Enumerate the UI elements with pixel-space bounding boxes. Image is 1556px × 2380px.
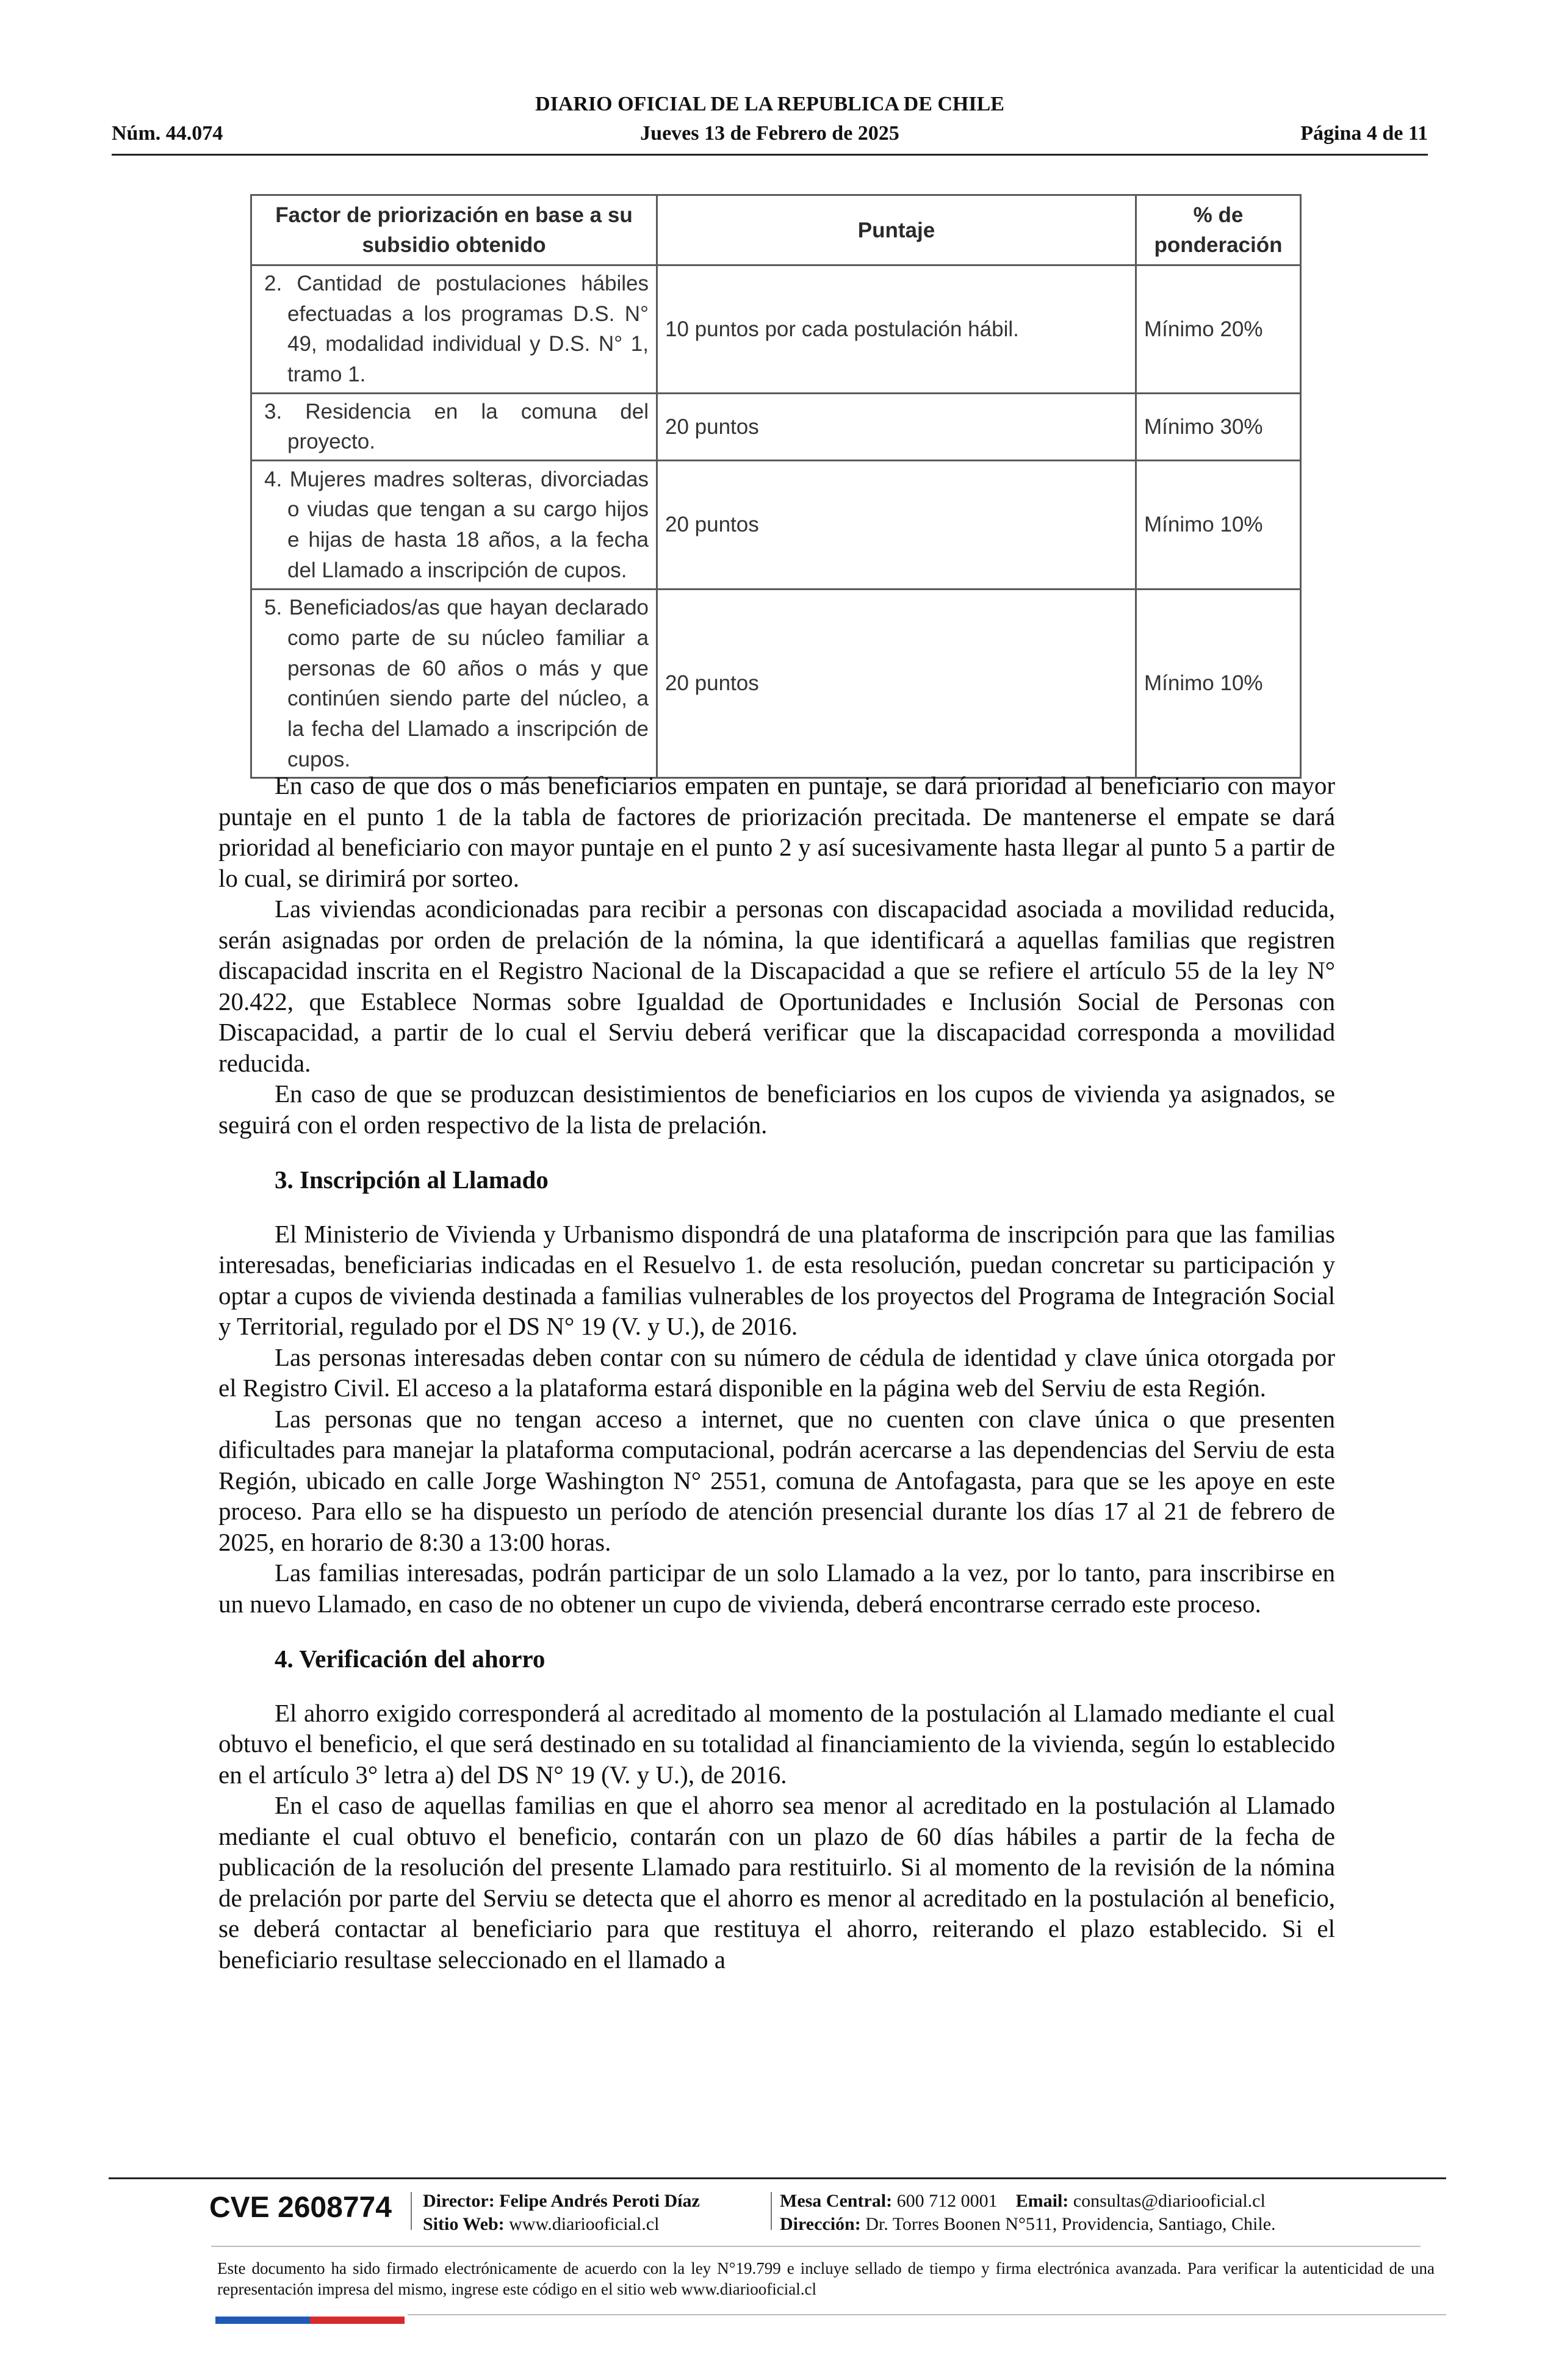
footer-thin-divider [211, 2246, 1421, 2247]
table-cell-factor: 4. Mujeres madres solteras, divorciadas o viudas que tengan a su cargo hijos e hijas de hasta 18 años, a la fecha del Llamado a inscripción de cupos. [251, 461, 657, 590]
footer-divider [109, 2177, 1446, 2179]
issue-date: Jueves 13 de Febrero de 2025 [640, 122, 899, 145]
footer-separator [411, 2192, 412, 2230]
footer-contact-block [780, 2190, 1276, 2236]
table-header-factor: Factor de priorización en base a su subsidio obtenido [251, 195, 657, 265]
table-header-row [251, 195, 1301, 265]
director-name: Felipe Andrés Peroti Díaz [499, 2191, 700, 2211]
table-cell-factor: 5. Beneficiados/as que hayan declarado como parte de su núcleo familiar a personas de 60 años o más y que continúen siendo parte del núcleo, a la fecha del Llamado a inscripción de cupos. [251, 590, 657, 778]
paragraph-clave-unica: Las personas interesadas deben contar con su número de cédula de identidad y clave única otorgada por el Registro Civil. El acceso a la plataforma estará disponible en la página web del Serviu de esta Región. [218, 1343, 1335, 1402]
table-cell-factor: 3. Residencia en la comuna del proyecto. [251, 393, 657, 460]
email-link[interactable]: consultas@diariooficial.cl [1073, 2191, 1266, 2211]
email-label: Email: [1015, 2191, 1069, 2211]
flag-blue-segment [215, 2317, 310, 2324]
table-header-puntaje: Puntaje [657, 195, 1136, 265]
address-text: Dr. Torres Boonen N°511, Providencia, Santiago, Chile. [865, 2214, 1276, 2234]
table-row [251, 461, 1301, 590]
paragraph-single-call: Las familias interesadas, podrán participar de un solo Llamado a la vez, por lo tanto, para inscribirse en un nuevo Llamado, en caso de no obtener un cupo de vivienda, deberá encontrarse cerrado este proceso. [218, 1559, 1335, 1618]
electronic-signature-note: Este documento ha sido firmado electrónicamente de acuerdo con la ley N°19.799 e incluye sellado de tiempo y firma electrónica avanzada. Para verificar la autenticidad de una representación impresa del mismo, ingrese este código en el sitio web www.diariooficial.cl [217, 2259, 1435, 2298]
footer-director-block [423, 2190, 700, 2236]
table-cell-puntaje: 10 puntos por cada postulación hábil. [657, 265, 1136, 394]
prioritization-table [250, 194, 1302, 779]
website-link[interactable]: www.diariooficial.cl [509, 2214, 660, 2234]
table-cell-ponderacion: Mínimo 30% [1136, 393, 1301, 460]
web-label: Sitio Web: [423, 2214, 505, 2234]
mesa-label: Mesa Central: [780, 2191, 893, 2211]
table-cell-puntaje: 20 puntos [657, 590, 1136, 778]
table-cell-ponderacion: Mínimo 10% [1136, 590, 1301, 778]
paragraph-presencial: Las personas que no tengan acceso a internet, que no cuenten con clave única o que presenten dificultades para manejar la plataforma computacional, podrán acercarse a las dependencias del Serviu de esta Región, ubicado en calle Jorge Washington N° 2551, comuna de Antofagasta, para que se les apoye en este proceso. Para ello se ha dispuesto un período de atención presencial durante los días 17 al 21 de febrero de 2025, en horario de 8:30 a 13:00 horas. [218, 1404, 1335, 1556]
footer-bottom-divider [408, 2314, 1446, 2315]
table-header-ponderacion: % de ponderación [1136, 195, 1301, 265]
table-cell-puntaje: 20 puntos [657, 393, 1136, 460]
document-body [218, 770, 1335, 1975]
paragraph-ahorro-menor: En el caso de aquellas familias en que el ahorro sea menor al acreditado en la postulación al Llamado mediante el cual obtuvo el beneficio, contarán con un plazo de 60 días hábiles a partir de la fecha de publicación de la resolución del presente Llamado para restituirlo. Si al momento de la revisión de la nómina de prelación por parte del Serviu se detecta que el ahorro es menor al acreditado en la postulación al beneficio, se deberá contactar al beneficiario para que restituya el ahorro, reiterando el plazo establecido. Si el beneficiario resultase seleccionado en el llamado a [218, 1791, 1335, 1974]
section-heading-ahorro: 4. Verificación del ahorro [275, 1645, 546, 1673]
page-footer [109, 2177, 1446, 2330]
newspaper-title: DIARIO OFICIAL DE LA REPUBLICA DE CHILE [535, 93, 1004, 115]
page-number: Página 4 de 11 [1300, 122, 1428, 145]
table-cell-ponderacion: Mínimo 20% [1136, 265, 1301, 394]
table-row [251, 590, 1301, 778]
footer-separator [771, 2192, 772, 2230]
cve-code: CVE 2608774 [209, 2191, 392, 2224]
header-divider [112, 154, 1428, 156]
paragraph-withdrawals: En caso de que se produzcan desistimientos de beneficiarios en los cupos de vivienda ya asignados, se seguirá con el orden respectivo de la lista de prelación. [218, 1080, 1335, 1139]
paragraph-tie-break: En caso de que dos o más beneficiarios empaten en puntaje, se dará prioridad al beneficiario con mayor puntaje en el punto 1 de la tabla de factores de priorización precitada. De mantenerse el empate se dará prioridad al beneficiario con mayor puntaje en el punto 2 y así sucesivamente hasta llegar al punto 5 a partir de lo cual, se dirimirá por sorteo. [218, 771, 1335, 892]
table-row [251, 265, 1301, 394]
director-label: Director: [423, 2191, 495, 2211]
address-label: Dirección: [780, 2214, 861, 2234]
section-heading-inscripcion: 3. Inscripción al Llamado [275, 1166, 549, 1194]
flag-red-segment [310, 2317, 405, 2324]
paragraph-platform: El Ministerio de Vivienda y Urbanismo dispondrá de una plataforma de inscripción para que las familias interesadas, beneficiarias indicadas en el Resuelvo 1. de esta resolución, puedan concretar su participación y optar a cupos de vivienda destinada a familias vulnerables de los proyectos del Programa de Integración Social y Territorial, regulado por el DS N° 19 (V. y U.), de 2016. [218, 1219, 1335, 1340]
page-header [112, 93, 1428, 159]
table-cell-factor: 2. Cantidad de postulaciones hábiles efectuadas a los programas D.S. N° 49, modalidad individual y D.S. N° 1, tramo 1. [251, 265, 657, 394]
paragraph-disability-housing: Las viviendas acondicionadas para recibir a personas con discapacidad asociada a movilidad reducida, serán asignadas por orden de prelación de la nómina, la que identificará a aquellas familias que registren discapacidad inscrita en el Registro Nacional de la Discapacidad a que se refiere el artículo 55 de la ley N° 20.422, que Establece Normas sobre Igualdad de Oportunidades e Inclusión Social de Personas con Discapacidad, a partir de lo cual el Serviu deberá verificar que la discapacidad corresponda a movilidad reducida. [218, 895, 1335, 1077]
mesa-phone: 600 712 0001 [896, 2191, 998, 2211]
chile-flag-stripe [215, 2317, 405, 2324]
paragraph-ahorro-exigido: El ahorro exigido corresponderá al acreditado al momento de la postulación al Llamado mediante el cual obtuvo el beneficio, el que será destinado en su totalidad al financiamiento de la vivienda, según lo establecido en el artículo 3° letra a) del DS N° 19 (V. y U.), de 2016. [218, 1698, 1335, 1789]
table-cell-puntaje: 20 puntos [657, 461, 1136, 590]
table-cell-ponderacion: Mínimo 10% [1136, 461, 1301, 590]
table-row [251, 393, 1301, 460]
issue-number: Núm. 44.074 [112, 122, 223, 145]
